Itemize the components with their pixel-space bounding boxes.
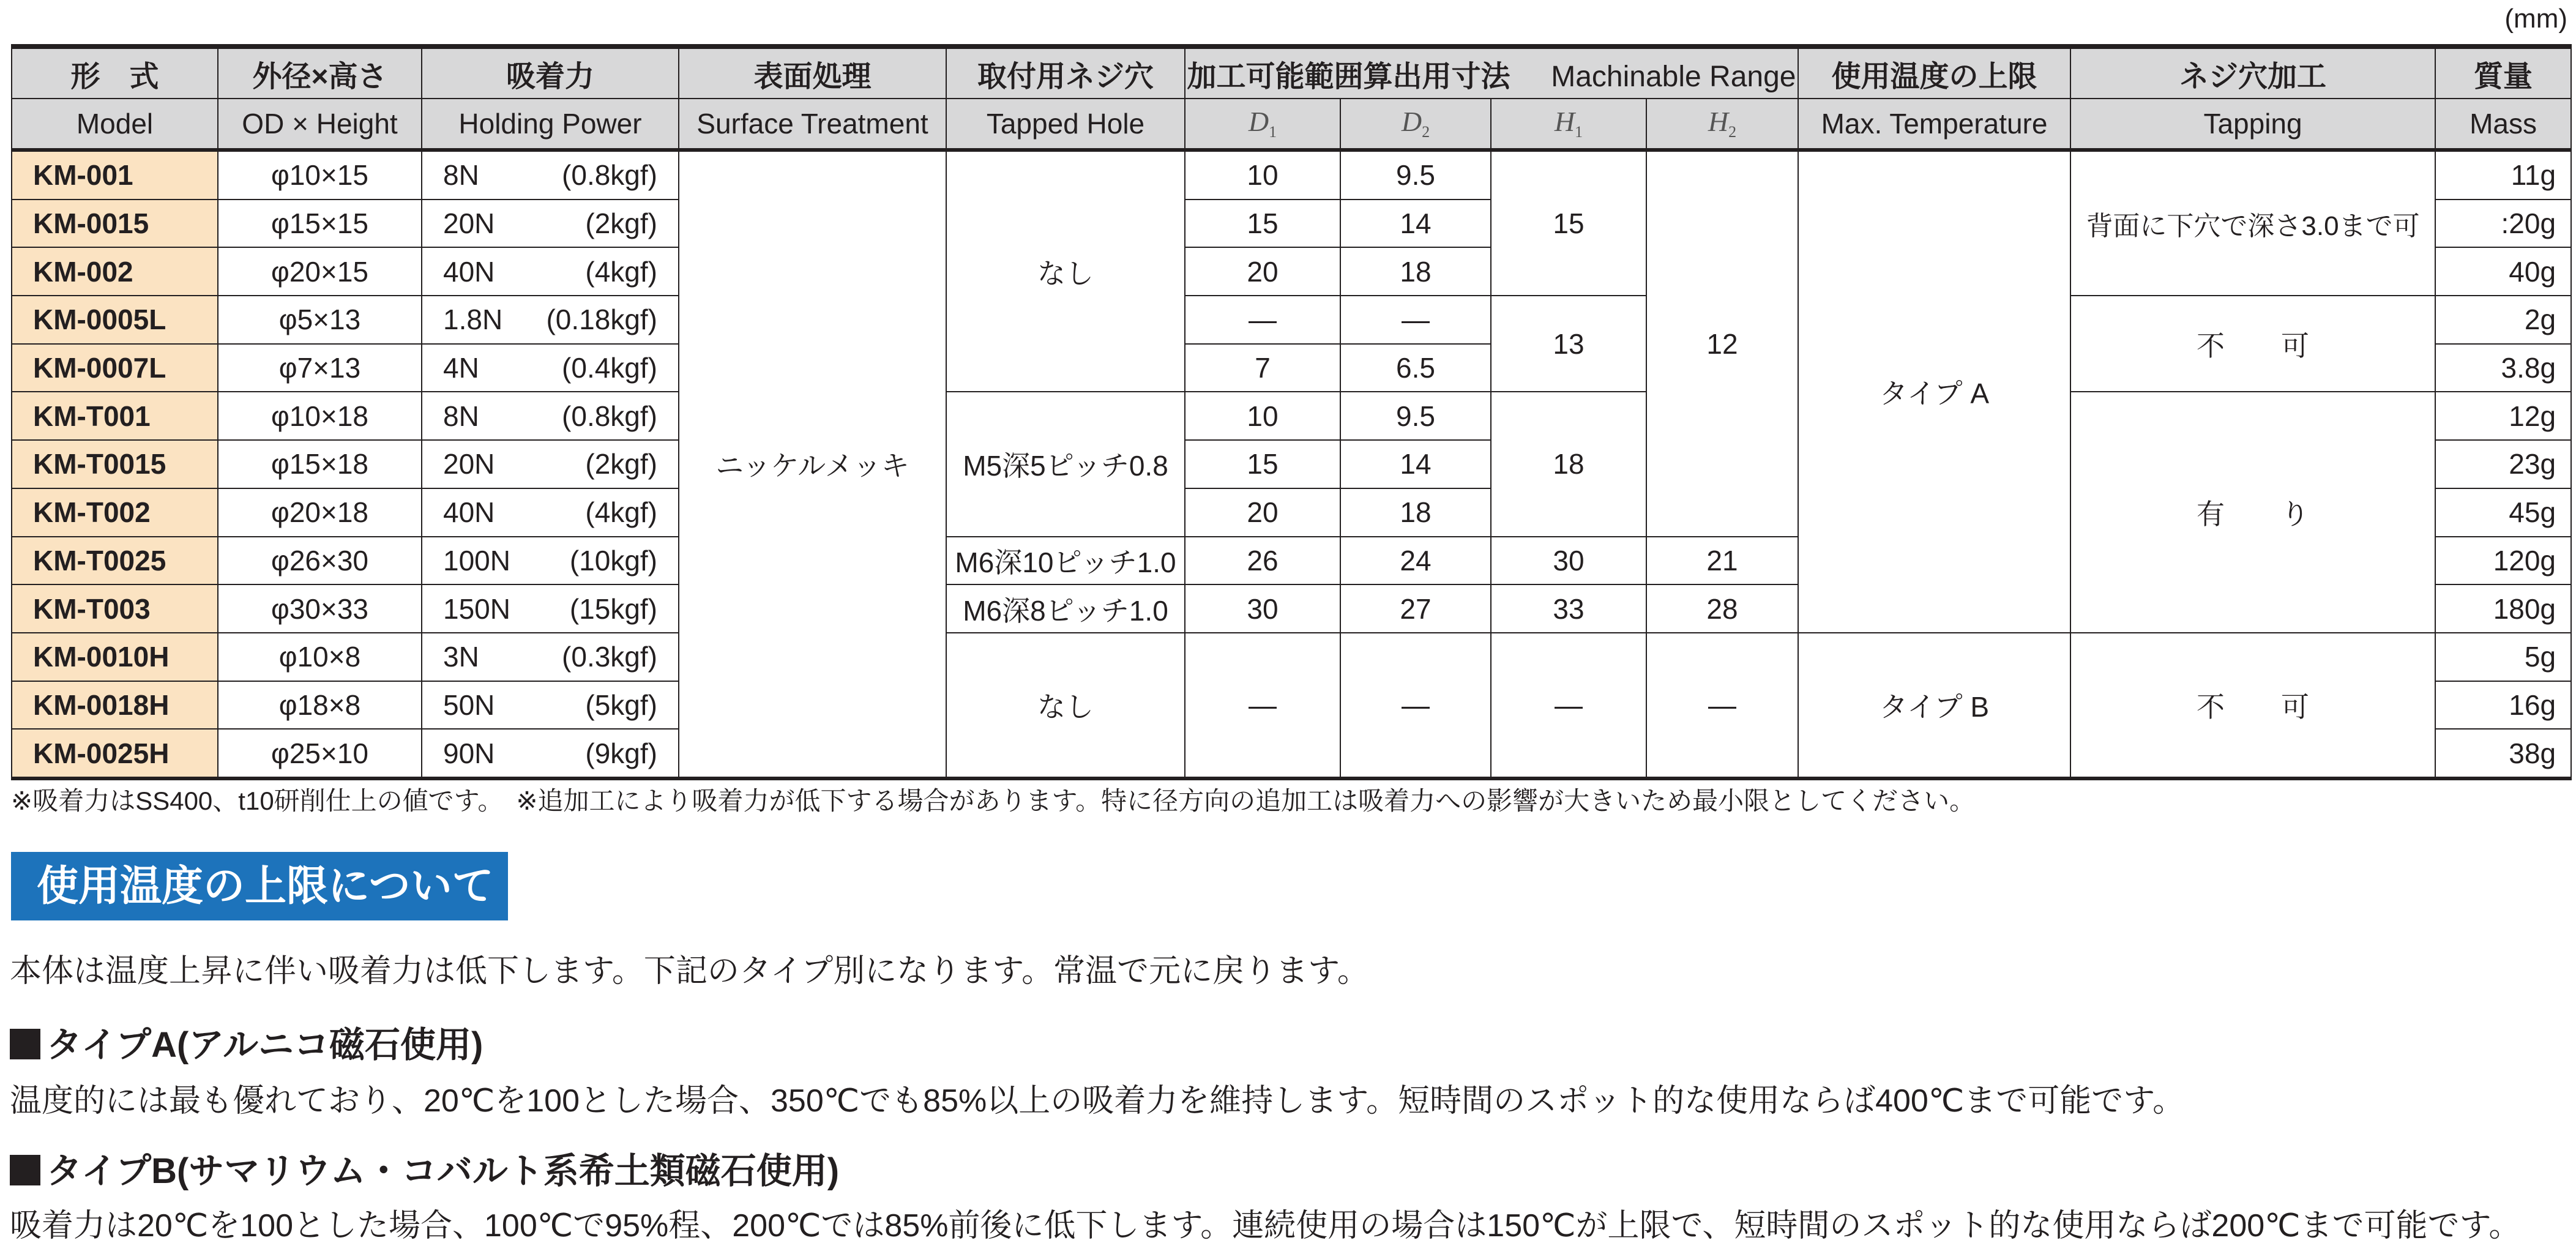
model-cell: KM-0015 xyxy=(12,200,218,248)
header-machinable xyxy=(1185,47,1798,99)
type-b-heading: タイプB(サマリウム・コバルト系希土類磁石使用) xyxy=(10,1142,839,1193)
d1-cell: 10 xyxy=(1185,392,1340,440)
mass-cell: 11g xyxy=(2435,150,2571,200)
d2-cell: 9.5 xyxy=(1340,392,1491,440)
od-cell: φ15×15 xyxy=(218,200,422,248)
h1-cell: 30 xyxy=(1491,537,1646,585)
table-row xyxy=(12,633,2571,681)
tapping-cell: 背面に下穴で深さ3.0まで可 xyxy=(2070,150,2435,296)
header-tapping-jp: ネジ穴加工 xyxy=(2070,47,2435,99)
table-row xyxy=(12,296,2571,344)
model-cell: KM-T0015 xyxy=(12,440,218,488)
header-h2: $H_2$ xyxy=(1646,99,1798,150)
model-cell: KM-T0025 xyxy=(12,537,218,585)
tapped-cell: なし xyxy=(946,633,1185,778)
power-cell: 100N (10kgf) xyxy=(422,537,679,585)
header-d1: $D_1$ xyxy=(1185,99,1340,150)
power-cell: 8N (0.8kgf) xyxy=(422,392,679,440)
model-cell: KM-T001 xyxy=(12,392,218,440)
h2-cell: 21 xyxy=(1646,537,1798,585)
header-row-en xyxy=(12,99,2571,150)
h1-cell: 18 xyxy=(1491,392,1646,536)
d2-cell: 27 xyxy=(1340,584,1491,633)
power-cell: 8N (0.8kgf) xyxy=(422,150,679,200)
model-cell: KM-0007L xyxy=(12,344,218,392)
header-tapped-en: Tapped Hole xyxy=(946,99,1185,150)
model-cell: KM-T002 xyxy=(12,488,218,537)
temp-cell: タイプ B xyxy=(1798,633,2070,778)
tapped-cell: なし xyxy=(946,150,1185,392)
od-cell: φ26×30 xyxy=(218,537,422,585)
power-cell: 90N (9kgf) xyxy=(422,729,679,778)
d1-cell: 10 xyxy=(1185,150,1340,200)
surface-cell: ニッケルメッキ xyxy=(679,150,946,778)
model-cell: KM-0005L xyxy=(12,296,218,344)
h1-cell: 33 xyxy=(1491,584,1646,633)
mass-cell: 16g xyxy=(2435,681,2571,730)
tapping-cell: 不 可 xyxy=(2070,296,2435,392)
model-cell: KM-001 xyxy=(12,150,218,200)
table-footnote: ※吸着力はSS400、t10研削仕上の値です。 ※追加工により吸着力が低下する場合があります。特に径方向の追加工は吸着力への影響が大きいため最小限としてください。 xyxy=(11,786,1976,815)
mass-cell: 180g xyxy=(2435,584,2571,633)
d2-cell: 24 xyxy=(1340,537,1491,585)
header-surface-en: Surface Treatment xyxy=(679,99,946,150)
h1-cell: — xyxy=(1491,633,1646,778)
header-tapped-jp: 取付用ネジ穴 xyxy=(946,47,1185,99)
h1-cell: 15 xyxy=(1491,150,1646,296)
model-cell: KM-0010H xyxy=(12,633,218,681)
section-title: 使用温度の上限について xyxy=(11,852,508,920)
od-cell: φ10×15 xyxy=(218,150,422,200)
h1-cell: 13 xyxy=(1491,296,1646,392)
d1-cell: 7 xyxy=(1185,344,1340,392)
mass-cell: 12g xyxy=(2435,392,2571,440)
spec-table xyxy=(11,44,2572,780)
header-temp-en: Max. Temperature xyxy=(1798,99,2070,150)
h2-cell: — xyxy=(1646,633,1798,778)
power-cell: 50N (5kgf) xyxy=(422,681,679,730)
tapping-cell: 有 り xyxy=(2070,392,2435,632)
header-power-jp: 吸着力 xyxy=(422,47,679,99)
mass-cell: 40g xyxy=(2435,247,2571,296)
d2-cell: 9.5 xyxy=(1340,150,1491,200)
type-a-heading: タイプA(アルニコ磁石使用) xyxy=(10,1016,483,1067)
mass-cell: 120g xyxy=(2435,537,2571,585)
od-cell: φ7×13 xyxy=(218,344,422,392)
header-d2: $D_2$ xyxy=(1340,99,1491,150)
od-cell: φ20×15 xyxy=(218,247,422,296)
header-machinable-en: Machinable Range xyxy=(1551,60,1796,93)
d1-cell: — xyxy=(1185,296,1340,344)
d1-cell: 15 xyxy=(1185,200,1340,248)
power-cell: 4N (0.4kgf) xyxy=(422,344,679,392)
header-model-jp: 形 式 xyxy=(12,47,218,99)
section-intro: 本体は温度上昇に伴い吸着力は低下します。下記のタイプ別になります。常温で元に戻ります。 xyxy=(10,954,1369,989)
tapping-cell: 不 可 xyxy=(2070,633,2435,778)
h2-cell: 12 xyxy=(1646,150,1798,537)
mass-cell: 23g xyxy=(2435,440,2571,488)
od-cell: φ15×18 xyxy=(218,440,422,488)
mass-cell: :20g xyxy=(2435,200,2571,248)
od-cell: φ25×10 xyxy=(218,729,422,778)
tapped-cell: M5深5ピッチ0.8 xyxy=(946,392,1185,536)
d2-cell: — xyxy=(1340,296,1491,344)
tapped-cell: M6深8ピッチ1.0 xyxy=(946,584,1185,633)
header-power-en: Holding Power xyxy=(422,99,679,150)
tapped-cell: M6深10ピッチ1.0 xyxy=(946,537,1185,585)
power-cell: 40N (4kgf) xyxy=(422,247,679,296)
d1-cell: 15 xyxy=(1185,440,1340,488)
header-mass-en: Mass xyxy=(2435,99,2571,150)
d2-cell: 6.5 xyxy=(1340,344,1491,392)
h2-cell: 28 xyxy=(1646,584,1798,633)
mass-cell: 2g xyxy=(2435,296,2571,344)
header-h1: $H_1$ xyxy=(1491,99,1646,150)
d2-cell: 14 xyxy=(1340,440,1491,488)
table-row xyxy=(12,392,2571,440)
power-cell: 40N (4kgf) xyxy=(422,488,679,537)
header-model-en: Model xyxy=(12,99,218,150)
header-od-en: OD × Height xyxy=(218,99,422,150)
header-mass-jp: 質量 xyxy=(2435,47,2571,99)
header-row-jp xyxy=(12,47,2571,99)
od-cell: φ10×8 xyxy=(218,633,422,681)
power-cell: 150N (15kgf) xyxy=(422,584,679,633)
power-cell: 20N (2kgf) xyxy=(422,200,679,248)
od-cell: φ5×13 xyxy=(218,296,422,344)
header-temp-jp: 使用温度の上限 xyxy=(1798,47,2070,99)
type-a-text: 温度的には最も優れており、20℃を100とした場合、350℃でも85%以上の吸着力を維持します。短時間のスポット的な使用ならば400℃まで可能です。 xyxy=(10,1083,2185,1119)
square-bullet-icon xyxy=(10,1029,40,1059)
mass-cell: 45g xyxy=(2435,488,2571,537)
model-cell: KM-0018H xyxy=(12,681,218,730)
od-cell: φ10×18 xyxy=(218,392,422,440)
mass-cell: 3.8g xyxy=(2435,344,2571,392)
header-od-jp: 外径×高さ xyxy=(218,47,422,99)
mass-cell: 38g xyxy=(2435,729,2571,778)
od-cell: φ18×8 xyxy=(218,681,422,730)
d2-cell: 14 xyxy=(1340,200,1491,248)
d1-cell: — xyxy=(1185,633,1340,778)
model-cell: KM-0025H xyxy=(12,729,218,778)
d1-cell: 26 xyxy=(1185,537,1340,585)
temp-cell: タイプ A xyxy=(1798,150,2070,633)
table-row xyxy=(12,150,2571,200)
model-cell: KM-T003 xyxy=(12,584,218,633)
header-tapping-en: Tapping xyxy=(2070,99,2435,150)
d1-cell: 20 xyxy=(1185,247,1340,296)
mass-cell: 5g xyxy=(2435,633,2571,681)
d1-cell: 20 xyxy=(1185,488,1340,537)
power-cell: 3N (0.3kgf) xyxy=(422,633,679,681)
od-cell: φ30×33 xyxy=(218,584,422,633)
d1-cell: 30 xyxy=(1185,584,1340,633)
power-cell: 1.8N (0.18kgf) xyxy=(422,296,679,344)
power-cell: 20N (2kgf) xyxy=(422,440,679,488)
d2-cell: — xyxy=(1340,633,1491,778)
header-machinable-jp: 加工可能範囲算出用寸法 xyxy=(1187,60,1510,93)
od-cell: φ20×18 xyxy=(218,488,422,537)
unit-label: (mm) xyxy=(2504,4,2567,34)
square-bullet-icon xyxy=(10,1155,40,1185)
header-surface-jp: 表面処理 xyxy=(679,47,946,99)
type-b-text: 吸着力は20℃を100とした場合、100℃で95%程、200℃では85%前後に低下します。連続使用の場合は150℃が上限で、短時間のスポット的な使用ならば200℃まで可能です。 xyxy=(10,1208,2521,1244)
d2-cell: 18 xyxy=(1340,247,1491,296)
model-cell: KM-002 xyxy=(12,247,218,296)
d2-cell: 18 xyxy=(1340,488,1491,537)
